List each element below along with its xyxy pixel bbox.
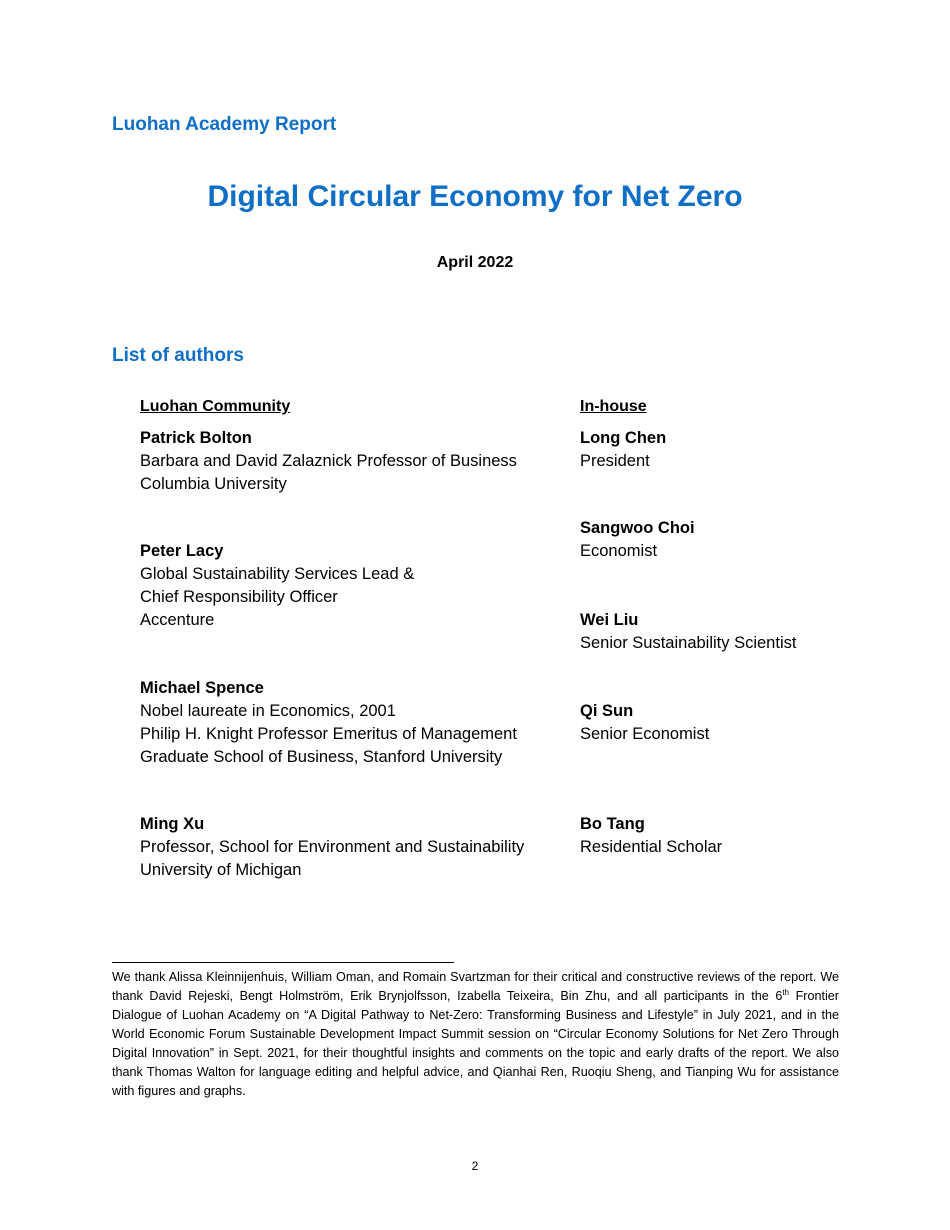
author-name: Sangwoo Choi	[580, 519, 695, 537]
author-name: Peter Lacy	[140, 542, 224, 560]
author-name: Qi Sun	[580, 702, 634, 720]
author-entry	[580, 813, 722, 859]
author-role: Senior Economist	[580, 725, 710, 743]
author-entry	[140, 813, 524, 882]
author-affiliation: Chief Responsibility Officer	[140, 588, 338, 606]
author-entry	[140, 540, 414, 632]
author-name: Bo Tang	[580, 815, 645, 833]
author-affiliation: University of Michigan	[140, 861, 302, 879]
author-entry	[580, 427, 666, 473]
author-role: President	[580, 452, 650, 470]
author-name: Ming Xu	[140, 815, 205, 833]
left-column-heading: Luohan Community	[140, 398, 291, 415]
report-label: Luohan Academy Report	[112, 114, 337, 135]
author-affiliation: Barbara and David Zalaznick Professor of Business	[140, 452, 517, 470]
author-name: Wei Liu	[580, 611, 639, 629]
author-affiliation: Columbia University	[140, 475, 287, 493]
footnote	[112, 968, 839, 1101]
footnote-separator	[112, 962, 454, 963]
author-name: Patrick Bolton	[140, 429, 252, 447]
author-role: Senior Sustainability Scientist	[580, 634, 797, 652]
author-entry	[140, 427, 517, 496]
author-entry	[580, 609, 796, 655]
right-column-heading: In-house	[580, 398, 647, 415]
author-name: Long Chen	[580, 429, 667, 447]
author-name: Michael Spence	[140, 679, 264, 697]
author-affiliation: Global Sustainability Services Lead &	[140, 565, 415, 583]
footnote-text: Frontier Dialogue of Luohan Academy on “A Digital Pathway to Net-Zero: Transforming Business and Lifestyle” in July 2021, and in the World Economic Forum Sustainable Development Impact Summit session on “Circular Economy Solutions for Net Zero Through Digital Innovation” in Sept. 2021, for their thoughtful insights and comments on the topic and early drafts of the report. We also thank Thomas Walton for language editing and helpful advice, and Qianhai Ren, Ruoqiu Sheng, and Tianping Wu for assistance with figures and graphs.	[112, 989, 839, 1098]
author-entry	[140, 677, 517, 769]
author-affiliation: Professor, School for Environment and Sustainability	[140, 838, 525, 856]
footnote-superscript: th	[782, 987, 789, 997]
page-title: Digital Circular Economy for Net Zero	[207, 180, 743, 213]
author-entry	[580, 517, 695, 563]
author-affiliation: Philip H. Knight Professor Emeritus of Management	[140, 725, 517, 743]
page-number: 2	[471, 1159, 479, 1173]
footnote-text: We thank Alissa Kleinnijenhuis, William Oman, and Romain Svartzman for their critical and constructive reviews of the report. We thank David Rejeski, Bengt Holmström, Erik Brynjolfsson, Izabella Teixeira, Bin Zhu, and all participants in the 6	[112, 970, 839, 1003]
author-role: Residential Scholar	[580, 838, 723, 856]
author-affiliation: Accenture	[140, 611, 215, 629]
author-entry	[580, 700, 709, 746]
author-affiliation: Nobel laureate in Economics, 2001	[140, 702, 396, 720]
report-date: April 2022	[436, 254, 514, 271]
author-role: Economist	[580, 542, 658, 560]
author-affiliation: Graduate School of Business, Stanford University	[140, 748, 503, 766]
authors-heading: List of authors	[112, 345, 244, 366]
